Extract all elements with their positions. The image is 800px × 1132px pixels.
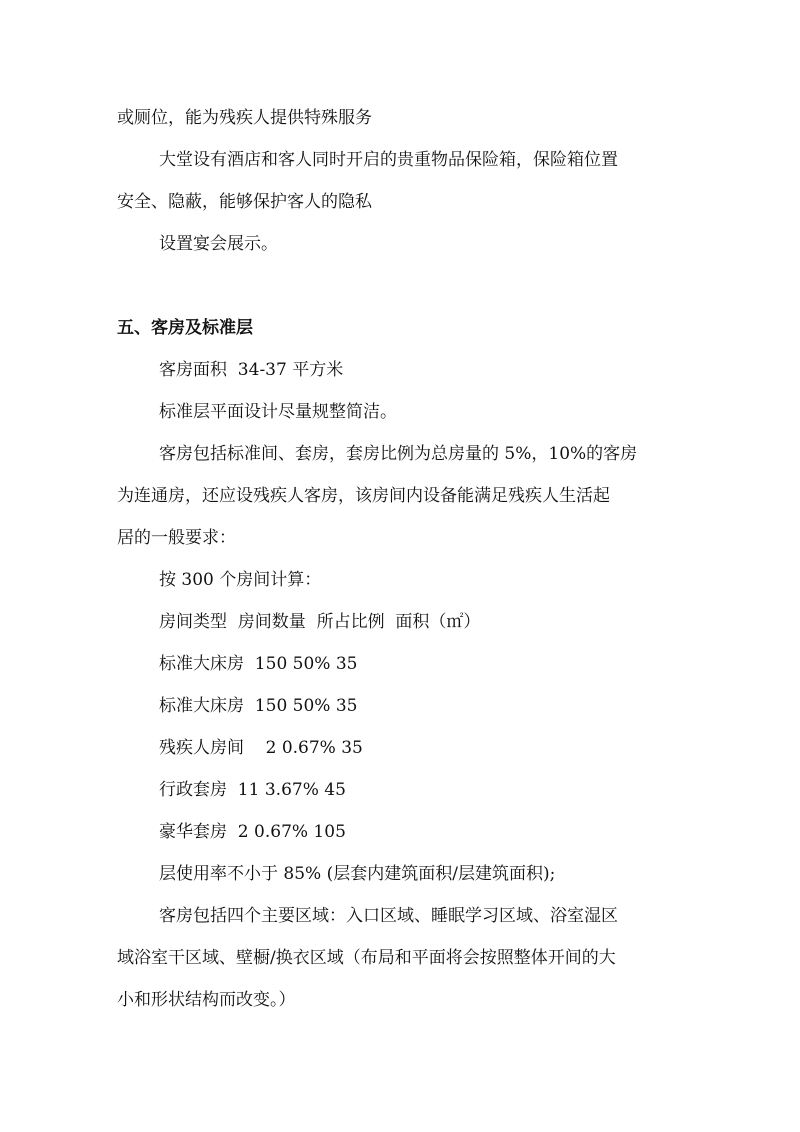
- paragraph-zones-line2: 域浴室干区域、壁橱/换衣区域（布局和平面将会按照整体开间的大: [117, 948, 616, 968]
- paragraph-usage-rate: 层使用率不小于 85% (层套内建筑面积/层建筑面积);: [159, 864, 556, 884]
- paragraph-safebox-line1: 大堂设有酒店和客人同时开启的贵重物品保险箱，保险箱位置: [159, 150, 618, 170]
- paragraph-safebox-line2: 安全、隐蔽，能够保护客人的隐私: [117, 192, 372, 212]
- paragraph-room-area: 客房面积 34-37 平方米: [159, 360, 344, 380]
- section-heading: 五、客房及标准层: [117, 318, 253, 338]
- paragraph-zones-line1: 客房包括四个主要区域：入口区域、睡眠学习区域、浴室湿区: [159, 906, 618, 926]
- paragraph-zones-line3: 小和形状结构而改变。）: [117, 990, 296, 1010]
- paragraph-basis: 按 300 个房间计算：: [159, 570, 322, 590]
- paragraph-banquet: 设置宴会展示。: [159, 234, 278, 254]
- room-table-row: 豪华套房 2 0.67% 105: [159, 822, 346, 842]
- paragraph-room-types-line2: 为连通房，还应设残疾人客房，该房间内设备能满足残疾人生活起: [117, 486, 610, 506]
- paragraph-room-types-line3: 居的一般要求：: [117, 528, 236, 548]
- room-table-row: 残疾人房间 2 0.67% 35: [159, 738, 363, 758]
- room-table-row: 标准大床房 150 50% 35: [159, 696, 358, 716]
- room-table-header: 房间类型 房间数量 所占比例 面积（㎡）: [159, 612, 481, 632]
- room-table-row: 行政套房 11 3.67% 45: [159, 780, 346, 800]
- paragraph-floor-layout: 标准层平面设计尽量规整简洁。: [159, 402, 397, 422]
- paragraph-room-types-line1: 客房包括标准间、套房，套房比例为总房量的 5%，10%的客房: [159, 444, 638, 464]
- paragraph-accessible-service: 或厕位，能为残疾人提供特殊服务: [117, 108, 372, 128]
- room-table-row: 标准大床房 150 50% 35: [159, 654, 358, 674]
